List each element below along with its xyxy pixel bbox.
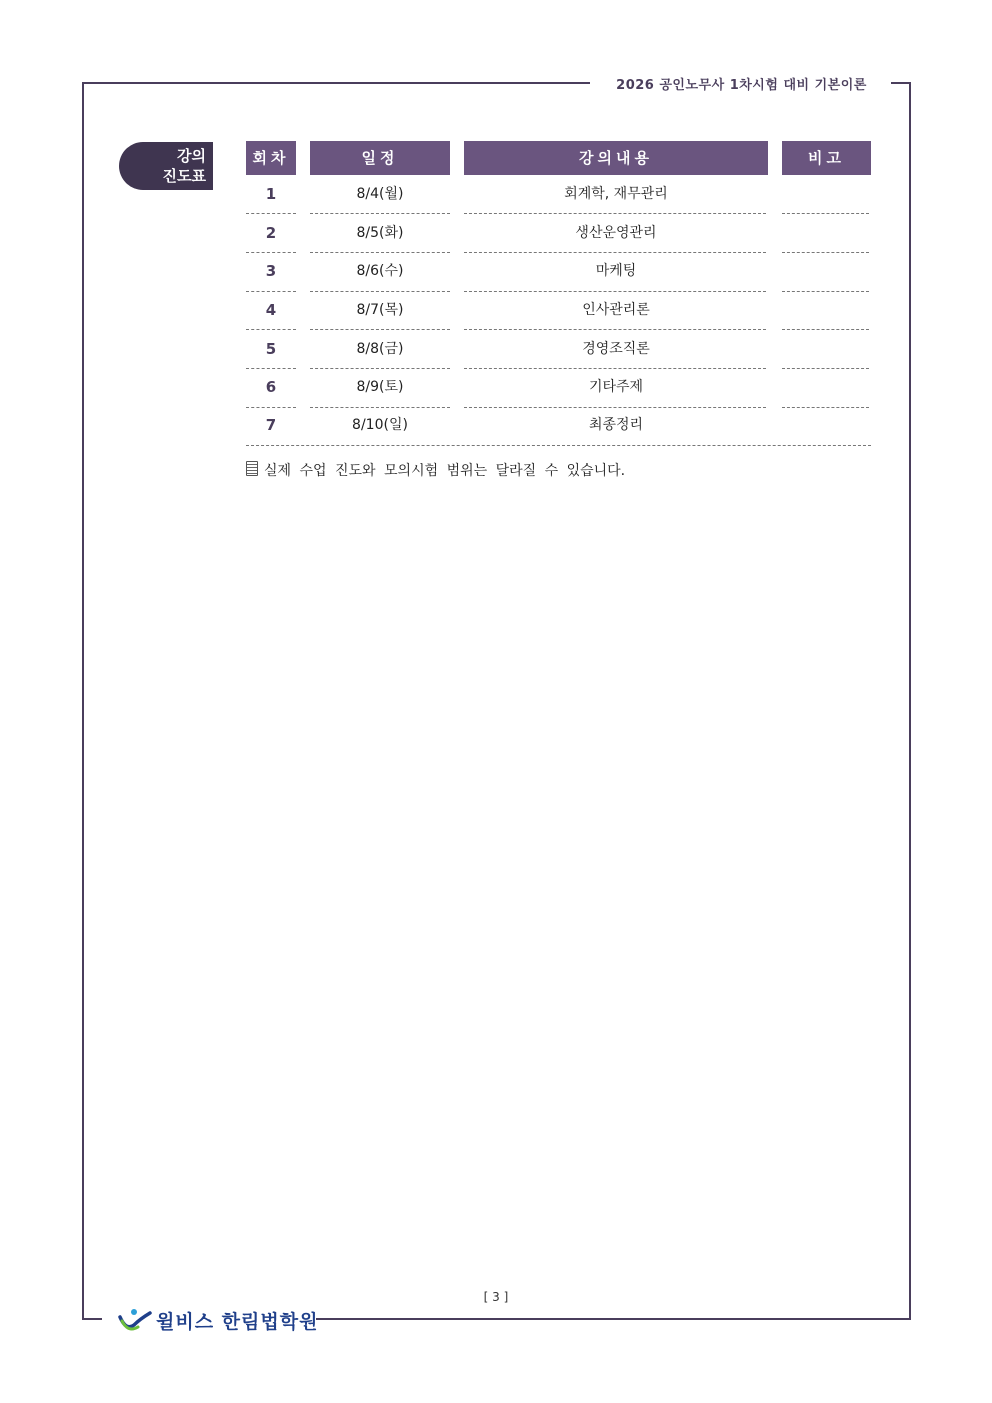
session-number: 3 [265,262,277,280]
session-content: 생산운영관리 [575,225,657,241]
frame-bottom-left [82,1318,102,1320]
session-number: 7 [265,416,277,434]
session-date: 8/10(일) [352,417,408,433]
frame-bottom-right [316,1318,911,1320]
page-number: [ 3 ] [483,1290,509,1304]
session-date: 8/4(월) [356,186,404,202]
session-date: 8/5(화) [356,225,404,241]
column-header-date: 일정 [310,141,450,175]
table-row [0,291,992,329]
column-header-session: 회차 [246,141,296,175]
session-remarks [782,330,871,368]
session-number: 2 [265,224,277,242]
session-remarks [782,406,871,444]
frame-top-right [891,82,911,84]
session-remarks [782,368,871,406]
table-row [0,214,992,252]
table-note-text: 실제 수업 진도와 모의시험 범위는 달라질 수 있습니다. [264,463,626,479]
table-row [0,406,992,444]
session-date: 8/7(목) [356,302,404,318]
column-header-remarks: 비고 [782,141,871,175]
session-content: 경영조직론 [582,341,650,357]
session-number: 5 [265,340,277,358]
session-content: 기타주제 [588,379,644,395]
logo-text: 윌비스 한림법학원 [156,1310,319,1333]
session-date: 8/8(금) [356,341,404,357]
column-header-content: 강의내용 [464,141,768,175]
session-content: 마케팅 [595,263,637,279]
session-date: 8/9(토) [356,379,404,395]
session-content: 회계학, 재무관리 [564,186,668,202]
session-remarks [782,291,871,329]
publisher-logo [118,1306,318,1334]
session-date: 8/6(수) [356,263,404,279]
session-content: 최종정리 [588,417,644,433]
session-number: 6 [265,378,277,396]
logo-mark-icon [118,1307,152,1333]
table-note [246,460,625,480]
session-remarks [782,175,871,213]
table-row [0,330,992,368]
document-icon [246,461,258,476]
session-number: 1 [265,185,277,203]
table-row [0,252,992,290]
session-remarks [782,252,871,290]
table-row [0,175,992,213]
session-remarks [782,214,871,252]
document-header-title: 2026 공인노무사 1차시험 대비 기본이론 [616,78,867,93]
section-badge-line2: 진도표 [162,167,206,185]
frame-top-left [82,82,590,84]
session-content: 인사관리론 [582,302,650,318]
session-number: 4 [265,301,277,319]
section-badge-line1: 강의 [177,147,206,165]
table-row [0,368,992,406]
